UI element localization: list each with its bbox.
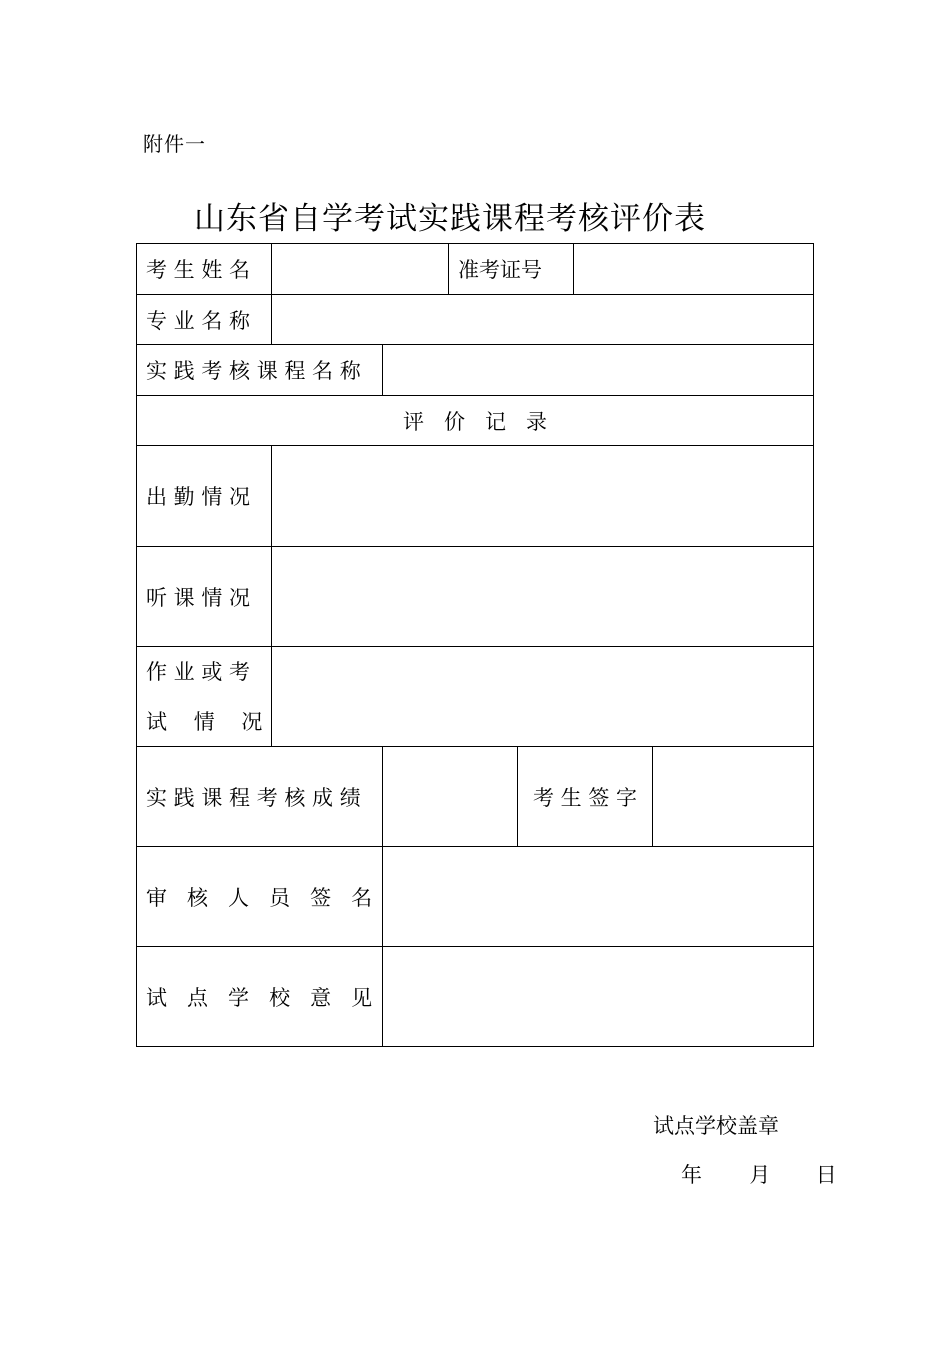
month-label: 月 — [749, 1163, 771, 1187]
admission-number-field[interactable] — [574, 244, 813, 294]
practice-course-label: 实 践 考 核 课 程 名 称 — [137, 345, 383, 395]
row-major — [137, 295, 813, 345]
lecture-label: 听 课 情 况 — [137, 547, 272, 646]
row-practice-course — [137, 345, 813, 396]
candidate-name-field[interactable] — [272, 244, 449, 294]
major-label: 专 业 名 称 — [137, 295, 272, 344]
row-reviewer — [137, 847, 813, 947]
row-evaluation-header — [137, 396, 813, 446]
attendance-label: 出 勤 情 况 — [137, 446, 272, 546]
date-line — [681, 1159, 837, 1189]
form-title: 山东省自学考试实践课程考核评价表 — [194, 201, 706, 237]
homework-label-line1: 作 业 或 考 — [146, 659, 251, 684]
row-school-opinion — [137, 947, 813, 1046]
grade-field[interactable] — [383, 747, 518, 846]
homework-label — [137, 647, 272, 746]
admission-number-label: 准考证号 — [449, 244, 574, 294]
reviewer-signature-field[interactable] — [383, 847, 813, 946]
candidate-signature-field[interactable] — [653, 747, 813, 846]
grade-label: 实 践 课 程 考 核 成 绩 — [137, 747, 383, 846]
homework-label-line2: 试 情 况 — [146, 709, 263, 734]
major-field[interactable] — [272, 295, 813, 344]
reviewer-signature-label: 审 核 人 员 签 名 — [137, 847, 383, 946]
row-homework — [137, 647, 813, 747]
practice-course-field[interactable] — [383, 345, 813, 395]
school-opinion-field[interactable] — [383, 947, 813, 1046]
year-label: 年 — [681, 1163, 702, 1187]
evaluation-form — [136, 243, 814, 1047]
row-lecture — [137, 547, 813, 647]
candidate-name-label: 考 生 姓 名 — [137, 244, 272, 294]
school-opinion-label: 试 点 学 校 意 见 — [137, 947, 383, 1046]
row-grade — [137, 747, 813, 847]
row-candidate-info — [137, 244, 813, 295]
evaluation-record-header: 评 价 记 录 — [402, 409, 548, 434]
candidate-signature-label: 考 生 签 字 — [518, 747, 653, 846]
row-attendance — [137, 446, 813, 547]
attachment-label: 附件一 — [143, 132, 206, 156]
day-label: 日 — [815, 1163, 837, 1187]
attendance-field[interactable] — [272, 446, 813, 546]
lecture-field[interactable] — [272, 547, 813, 646]
school-seal-label: 试点学校盖章 — [653, 1114, 779, 1138]
homework-field[interactable] — [272, 647, 813, 746]
